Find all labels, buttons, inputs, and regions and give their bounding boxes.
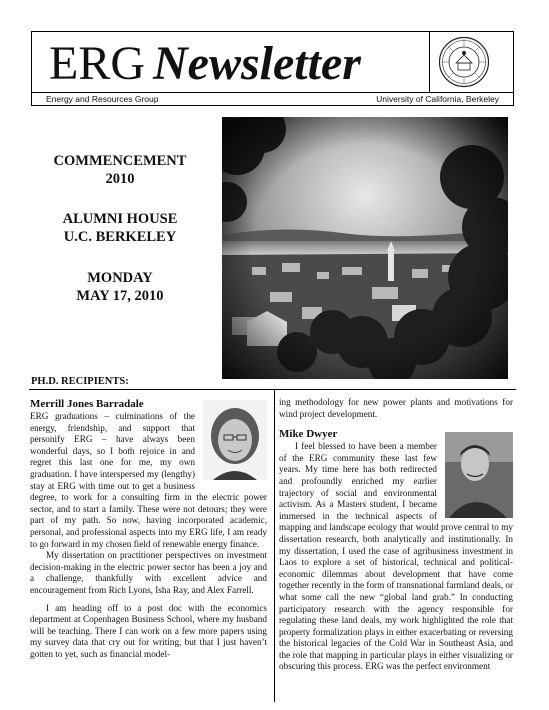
- section-rule: [29, 389, 516, 390]
- event-line: ALUMNI HOUSE: [62, 211, 178, 227]
- article-paragraph: ing methodology for new power plants and motivations for wind project development.: [279, 397, 513, 419]
- campus-panorama-photo: [222, 117, 508, 379]
- event-line: COMMENCEMENT: [53, 153, 187, 169]
- university-seal-icon: [438, 36, 490, 88]
- university-name: University of California, Berkeley: [376, 94, 499, 104]
- event-date: [30, 269, 210, 305]
- article-paragraph: I feel blessed to have been a member of the ERG community these last few years. My time here has both redirected and profoundly enriched my earlier trajectory of social and environmental activism. As a Masters student, I became immersed in the technical aspects of mapping and landscape ecology that would prove central to my dissertation research, both analytically and institutionally. In my dissertation, I used the case of agribusiness investment in Laos to explore a set of historical, technical and political-economic dilemmas about development that have come together recently in the form of transnational farmland deals, or what some call the new “global land grab.” In conducting participatory research with the agency responsible for regulating these land deals, my work highlighted the role that property formalization plays in either exacerbating or reversing the historical legacies of the Cold War in Southeast Asia, and the role that mapping in particular plays in either visualizing or obscuring this process. ERG was the perfect environment: [279, 441, 513, 672]
- event-line: 2010: [105, 171, 135, 187]
- author-name: Merrill Jones Barradale: [30, 398, 144, 410]
- title-erg: ERG: [49, 37, 145, 90]
- masthead-rule: [32, 92, 513, 93]
- section-heading: PH.D. RECIPIENTS:: [31, 376, 129, 387]
- title-newsletter: Newsletter: [153, 37, 361, 90]
- mike-portrait: [445, 432, 513, 518]
- newsletter-title: [49, 37, 361, 90]
- article-merrill: [30, 398, 267, 660]
- event-commencement: [30, 152, 210, 188]
- article-paragraph: My dissertation on practitioner perspectives on investment decision-making in the electric power sector has been a joy and a challenge, thankfully with excellent advice and encouragement from Rich Lyons, Isha Ray, and Alex Farrell.: [30, 550, 267, 595]
- merrill-portrait: [203, 400, 267, 480]
- article-paragraph: ERG graduations – culminations of the energy, friendship, and support that personify ERG – have always been wonderful days, so I both rejoice in and regret this last one for me, my own graduation. I have interspersed my (lengthy) stay at ERG with time out to get a business degree, to work for a consulting firm in the electric power sector, and to start a family. These were not detours; they were part of my path. So now, having incorporated academic, personal, and professional aspects into my ERG life, I am ready to go forward in my chosen field of renewable energy finance.: [30, 411, 267, 549]
- event-line: MAY 17, 2010: [76, 288, 164, 304]
- article-paragraph: I am heading off to a post doc with the economics department at Copenhagen Business School, where my husband will be teaching. There I can work on a few more papers using my survey data that cry out for writing, but that I just haven’t gotten to yet, such as financial model-: [30, 602, 267, 659]
- event-line: MONDAY: [87, 270, 153, 286]
- event-line: U.C. BERKELEY: [63, 229, 177, 245]
- author-name: Mike Dwyer: [279, 428, 338, 441]
- masthead-divider: [429, 32, 430, 92]
- masthead: [31, 31, 514, 106]
- department-name: Energy and Resources Group: [46, 94, 159, 104]
- event-location: [30, 210, 210, 246]
- article-mike: [279, 397, 513, 673]
- column-divider: [274, 390, 275, 702]
